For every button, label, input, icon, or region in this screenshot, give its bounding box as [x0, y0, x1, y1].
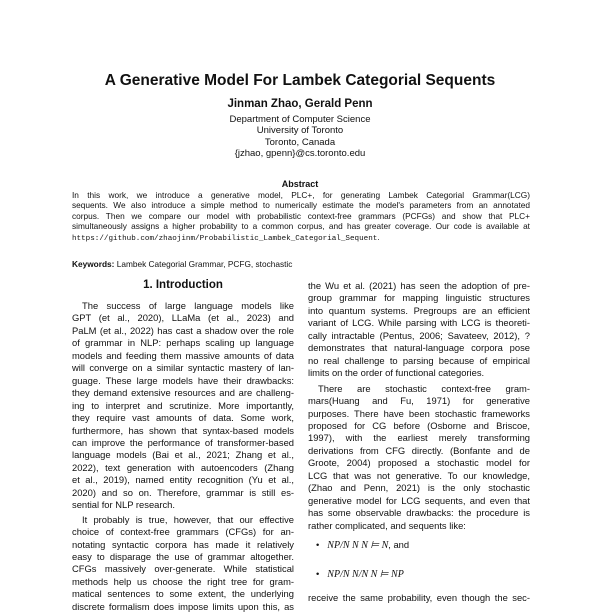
body-line: derivations from CFG directly. (Bonfante and de — [308, 444, 530, 456]
body-line: sential for NLP research. — [72, 499, 176, 511]
body-line: limits on the order of functional categories. — [308, 367, 485, 379]
body-line: can improve the performance of transformer-based — [72, 436, 294, 448]
body-line: et al., 2019), named entity recognition (Yu et al., — [72, 474, 294, 486]
abstract-line: sequents. We also introduce a simple method to numerically estimate the model's parameters from an annotated — [72, 200, 530, 211]
formula-suffix: , and — [388, 539, 410, 550]
body-line: ing to interpret and scrutinize. More importantly, — [72, 399, 294, 411]
body-line: discrete formalism does impose limits upon this, as — [72, 600, 294, 612]
abstract-line: corpus. Then we compare our model with probabilistic context-free grammars (PCFGs) and show that PLC+ — [72, 210, 530, 221]
body-line: will converge on a similar syntactic mastery of lan- — [72, 362, 294, 374]
body-line: no real challenge to parsing because of empirical — [308, 354, 530, 366]
body-line: proposed for CG before (Osborne and Briscoe, — [308, 419, 530, 431]
body-line: they require vast amounts of data. Some work, — [72, 412, 294, 424]
body-line: group grammar for mapping linguistic structures — [308, 292, 530, 304]
body-line: models and feeding them massive amounts of data — [72, 349, 294, 361]
body-line: rather complicated, and sequents like: — [308, 519, 466, 531]
body-line: demonstrates that natural-language corpora pose — [308, 342, 530, 354]
body-line: 1997), with the earliest merely transforming — [308, 432, 530, 444]
affiliation-line: University of Toronto — [256, 125, 344, 137]
body-line: purposes. There have been stochastic frameworks — [308, 407, 530, 419]
formula-bullet — [308, 539, 530, 551]
formula-bullet — [308, 568, 530, 580]
body-line: furthermore, has shown that syntax-based models — [72, 424, 294, 436]
body-line: of grammar in NLP: perhaps scaling up language — [72, 337, 294, 349]
body-line: There are stochastic context-free gram- — [318, 382, 530, 394]
body-line: language models (Bai et al., 2021; Zhang et al., — [72, 449, 294, 461]
body-line: the Wu et al. (2021) has seen the adoption of pre- — [308, 280, 530, 291]
abstract-url-line: https://github.com/zhaojinm/Probabilistic_Lambek_Categorial_Sequent. — [72, 231, 380, 243]
body-line: matical sentences to some extent, the underlying — [72, 588, 294, 600]
email: {jzhao, gpenn}@cs.toronto.edu — [234, 147, 366, 159]
body-line: easy to disparage the use of grammar altogether. — [72, 551, 294, 562]
body-line: mars(Huang and Fu, 1971) for generative — [308, 395, 530, 407]
body-line: The success of large language models like — [82, 300, 294, 311]
body-line: receive the same probability, even though the sec- — [308, 592, 530, 603]
body-line: notating syntactic corpora has made it relatively — [72, 538, 294, 550]
body-line: LCG that was not generative. To our knowledge, — [308, 469, 530, 481]
paper-title: A Generative Model For Lambek Categorial Sequents — [104, 72, 496, 89]
body-line: generative model for LCG sequents, and even that — [308, 494, 530, 506]
affiliation — [0, 114, 600, 159]
affiliation-line: Toronto, Canada — [264, 136, 336, 148]
body-line: methods help us choose the right tree for gram- — [72, 575, 294, 587]
body-line: It probably is true, however, that our effective — [82, 513, 294, 525]
sequent-formula: NP/N N/N N ⊨ NP — [327, 569, 404, 580]
body-line: guage. These large models have their drawbacks: — [72, 374, 294, 386]
body-line: Groote, 2004) proposed a stochastic model for — [308, 457, 530, 469]
bullet-mark: • — [316, 539, 320, 550]
abstract-line: In this work, we introduce a generative model, PLC+, for generating Lambek Categorial Grammar(LCG) — [72, 190, 530, 200]
keywords-text: Lambek Categorial Grammar, PCFG, stochastic — [116, 259, 293, 269]
body-line: has some observable drawbacks: the procedure is — [308, 507, 530, 519]
bullet-mark: • — [316, 568, 320, 579]
body-line: GPT (et al., 2020), LLaMa (et al., 2023) and — [72, 312, 294, 324]
abstract-line: simultaneously assigns a higher probability to a common corpus, and has greater coverage. Our code is available at — [72, 221, 530, 232]
body-line: cally intractable (Pentus, 2006; Savateev, 2012), ? — [308, 329, 530, 341]
section-heading: 1. Introduction — [143, 279, 223, 291]
affiliation-line: Department of Computer Science — [229, 114, 371, 125]
sequent-formula: NP/N N N ⊨ N — [327, 540, 389, 551]
abstract — [72, 190, 530, 242]
abstract-heading: Abstract — [281, 179, 319, 189]
body-line: 2022), text generation with autoencoders (Zhang — [72, 461, 294, 473]
body-line: PaLM (et al., 2022) has cast a shadow over the role — [72, 324, 294, 336]
body-line: CFGs massively over-generate. While statistical — [72, 563, 294, 575]
body-line: into quantum systems. Pregroups are an efficient — [308, 304, 530, 316]
keywords — [72, 259, 530, 269]
authors: Jinman Zhao, Gerald Penn — [227, 98, 373, 110]
code-url-link[interactable]: https://github.com/zhaojinm/Probabilistic_Lambek_Categorial_Sequent — [72, 234, 378, 243]
keywords-label: Keywords: — [72, 259, 115, 269]
body-line: variant of LCG. While parsing with LCG is theoreti- — [308, 317, 530, 329]
body-line: they demand extensive resources and are challeng- — [72, 387, 294, 399]
body-line: (Zhao and Penn, 2021) is the only stochastic — [308, 482, 530, 494]
body-line: 2020) and so on. Therefore, grammar is still es- — [72, 486, 294, 498]
body-line: choice of context-free grammars (CFGs) for an- — [72, 526, 294, 538]
